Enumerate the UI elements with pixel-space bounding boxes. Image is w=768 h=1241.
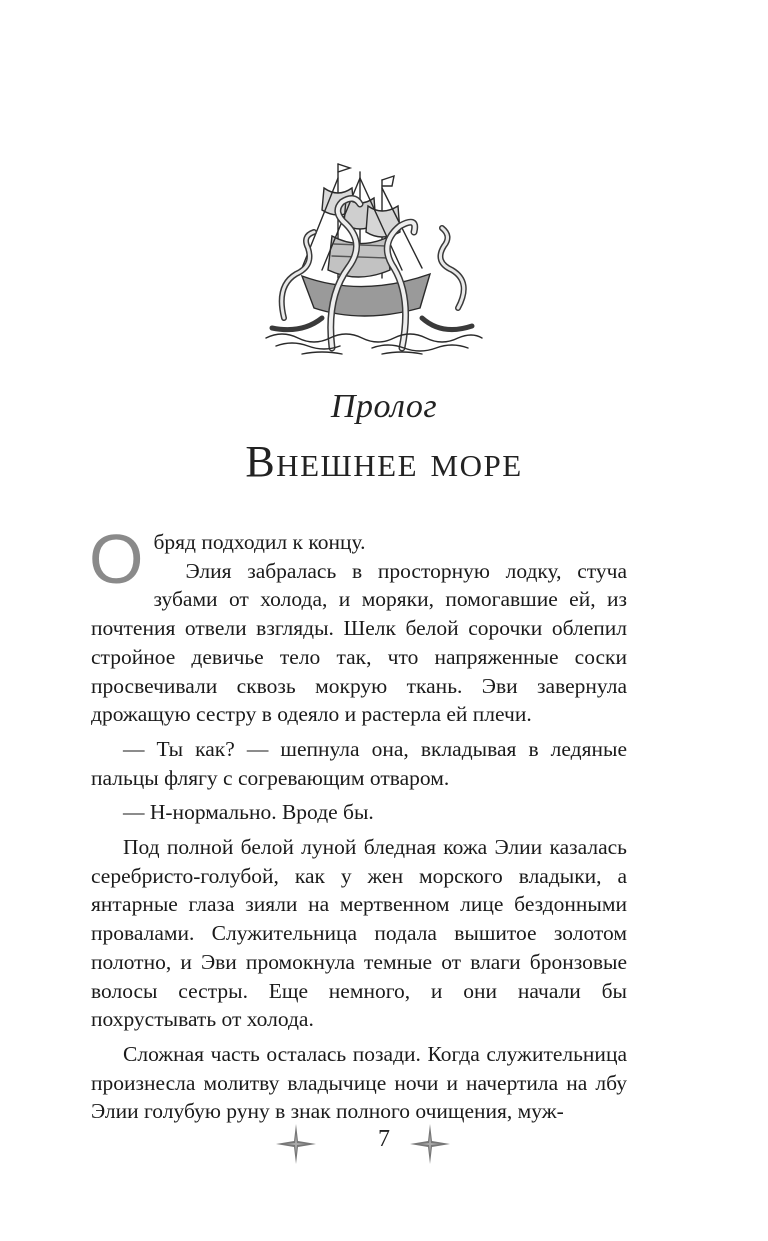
first-paragraph <box>89 520 627 598</box>
paragraph: — Н-нормально. Вроде бы. <box>123 800 374 825</box>
body-text <box>89 520 627 1126</box>
ship-kraken-icon <box>262 158 486 358</box>
paragraph: Под полной белой луной бледная кожа Элии казалась серебристо-голубой, как у жен морского владыки, а янтарные глаза зияли на мертвенном лице бездонными провалами. Служительница подала вышитое золотом полотно, и Эви промокнула темные от влаги бронзовые волосы сестры. Еще немного, и они начали бы похрустывать от холода. <box>91 835 627 1032</box>
drop-cap: О <box>89 520 144 598</box>
page-number: 7 <box>378 1126 390 1152</box>
paragraph: Сложная часть осталась позади. Когда служительница произнесла молитву владычице ночи и начертила на лбу Элии голубую руну в знак полного очищения, муж- <box>91 1041 627 1124</box>
paragraph: — Ты как? — шепнула она, вкладывая в ледяные пальцы флягу с согревающим отваром. <box>91 736 627 790</box>
first-line: бряд подходил к концу. <box>153 530 366 554</box>
paragraph: Элия забралась в просторную лодку, стуча зубами от холода, и моряки, помогавшие ей, из почтения отвели взгляды. Шелк белой сорочки облепил стройное девичье тело так, что напряженные соски просвечивали сквозь мокрую ткань. Эви завернула дрожащую сестру в одеяло и растерла ей плечи. <box>91 558 627 727</box>
chapter-title: Внешнее море <box>245 437 523 486</box>
page-footer <box>0 1124 768 1164</box>
star-ornament-icon <box>410 1124 450 1164</box>
chapter-label: Пролог <box>330 388 438 425</box>
